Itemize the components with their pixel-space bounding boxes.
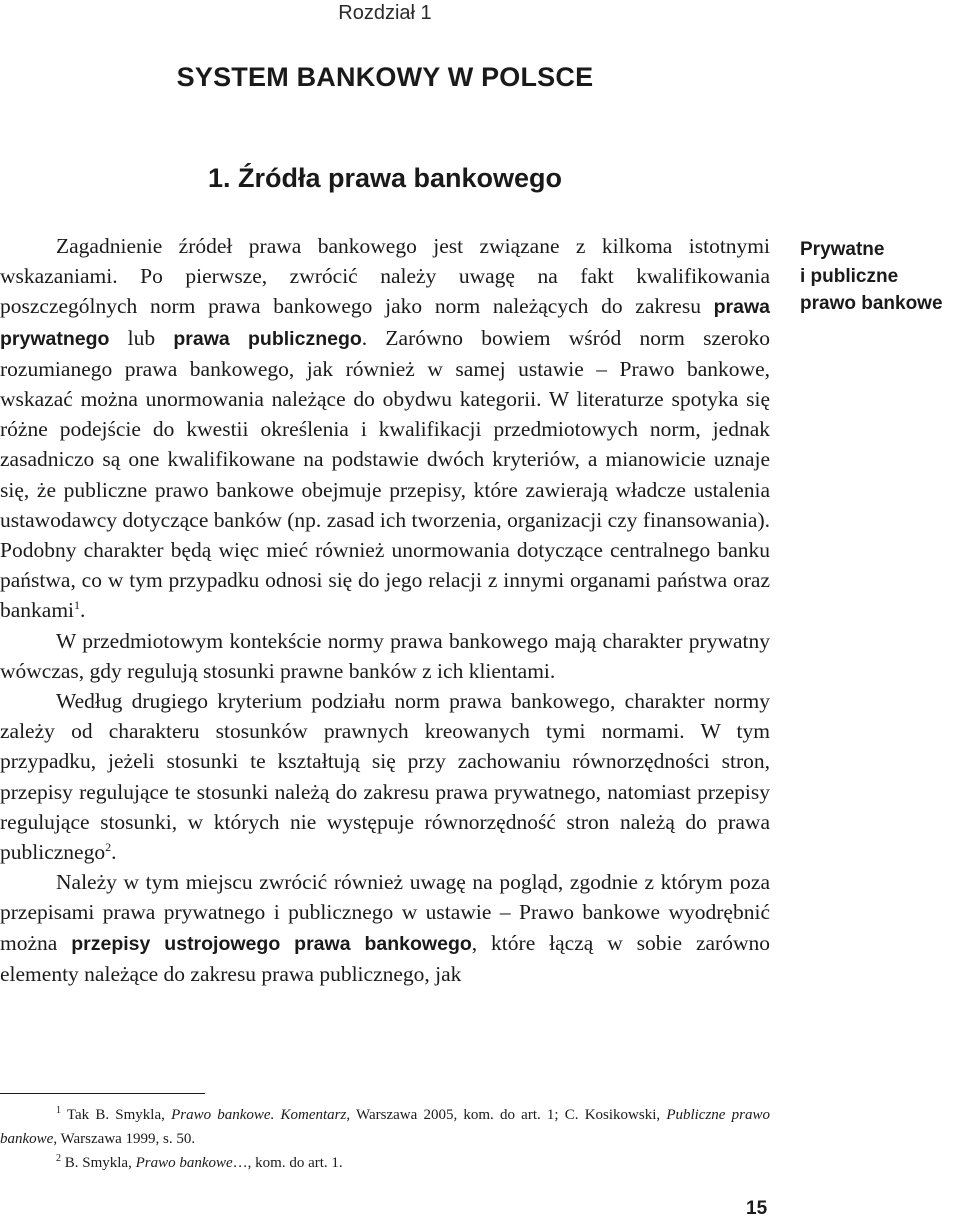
text-run: . Zarówno bowiem wśród norm szeroko rozumianego prawa bankowego, jak również w samej ustawie – Prawo bankowe, wskazać można unormowania należące do obydwu kategorii. W literaturze spotyka się różne podejście do kwestii określenia i kwalifikacji przedmiotowych norm, jednak zasadniczo są one kwalifikowane na podstawie dwóch kryteriów, a mianowicie uznaje się, że publiczne prawo bankowe obejmuje przepisy, które zawierają władcze ustalenia ustawodawcy dotyczące banków (np. zasad ich tworzenia, organizacji czy finansowania). Podobny charakter będą więc mieć również unormowania dotyczące centralnego banku państwa, co w tym przypadku odnosi się do jego relacji z innymi organami państwa oraz bankami: [0, 325, 770, 623]
footnote-1: [0, 1103, 770, 1151]
footnote-number: 2: [56, 1153, 61, 1164]
footnote-ref-2: 2: [105, 839, 112, 854]
text-run: , Warszawa 2005, kom. do art. 1; C. Kosikowski,: [346, 1107, 667, 1123]
text-run: .: [80, 598, 86, 623]
keyword-private-law: prawa prywatnego: [0, 296, 770, 350]
paragraph-1: [0, 231, 770, 626]
text-run: lub: [109, 325, 174, 350]
page-number: 15: [746, 1198, 768, 1219]
margin-note-line: Prywatne: [800, 239, 885, 260]
text-run: , które łączą w sobie zarówno elementy należące do zakresu prawa publicznego, jak: [0, 930, 770, 986]
body-text: [0, 231, 770, 989]
keyword-systemic-law: przepisy ustrojowego prawa bankowego: [71, 932, 472, 955]
footnote-2: [0, 1151, 770, 1175]
citation-title: Publiczne prawo bankowe: [0, 1107, 770, 1147]
text-run: B. Smykla,: [61, 1155, 136, 1171]
citation-title: Prawo bankowe. Komentarz: [171, 1107, 347, 1123]
paragraph-3: [0, 686, 770, 867]
footnote-divider: [0, 1093, 205, 1094]
footnote-number: 1: [56, 1105, 61, 1116]
margin-note-line: i publiczne: [800, 266, 899, 287]
margin-note-line: prawo bankowe: [800, 293, 943, 314]
text-run: Zagadnienie źródeł prawa bankowego jest związane z kilkoma istotnymi wskazaniami. Po pierwsze, zwrócić należy uwagę na fakt kwalifikowania poszczególnych norm prawa bankowego jako norm należących do zakresu: [0, 234, 770, 319]
keyword-public-law: prawa publicznego: [173, 327, 362, 350]
footnote-ref-1: 1: [74, 598, 81, 613]
text-run: , Warszawa 1999, s. 50.: [53, 1131, 196, 1147]
paragraph-4: [0, 867, 770, 989]
paragraph-2: W przedmiotowym kontekście normy prawa bankowego mają charakter prywatny wówczas, gdy regulują stosunki prawne banków z ich klientami.: [0, 628, 770, 683]
margin-note: [800, 236, 960, 317]
text-run: Według drugiego kryterium podziału norm prawa bankowego, charakter normy zależy od charakteru stosunków prawnych kreowanych tymi normami. W tym przypadku, jeżeli stosunki te kształtują się przy zachowaniu równorzędności stron, przepisy regulujące te stosunki należą do zakresu prawa prywatnego, natomiast przepisy regulujące stosunki, w których nie występuje równorzędność stron należą do prawa publicznego: [0, 689, 770, 865]
section-title: 1. Źródła prawa bankowego: [207, 163, 563, 193]
text-run: Należy w tym miejscu zwrócić również uwagę na pogląd, zgodnie z którym poza przepisami prawa prywatnego i publicznego w ustawie – Prawo bankowe wyodrębnić można: [0, 870, 770, 955]
text-run: Tak B. Smykla,: [61, 1107, 172, 1123]
text-run: …, kom. do art. 1.: [232, 1155, 343, 1171]
footnotes: [0, 1103, 770, 1175]
page-title: SYSTEM BANKOWY W POLSCE: [176, 62, 594, 92]
text-run: .: [111, 840, 117, 865]
chapter-label: Rozdział 1: [338, 2, 432, 24]
citation-title: Prawo bankowe: [135, 1155, 233, 1171]
